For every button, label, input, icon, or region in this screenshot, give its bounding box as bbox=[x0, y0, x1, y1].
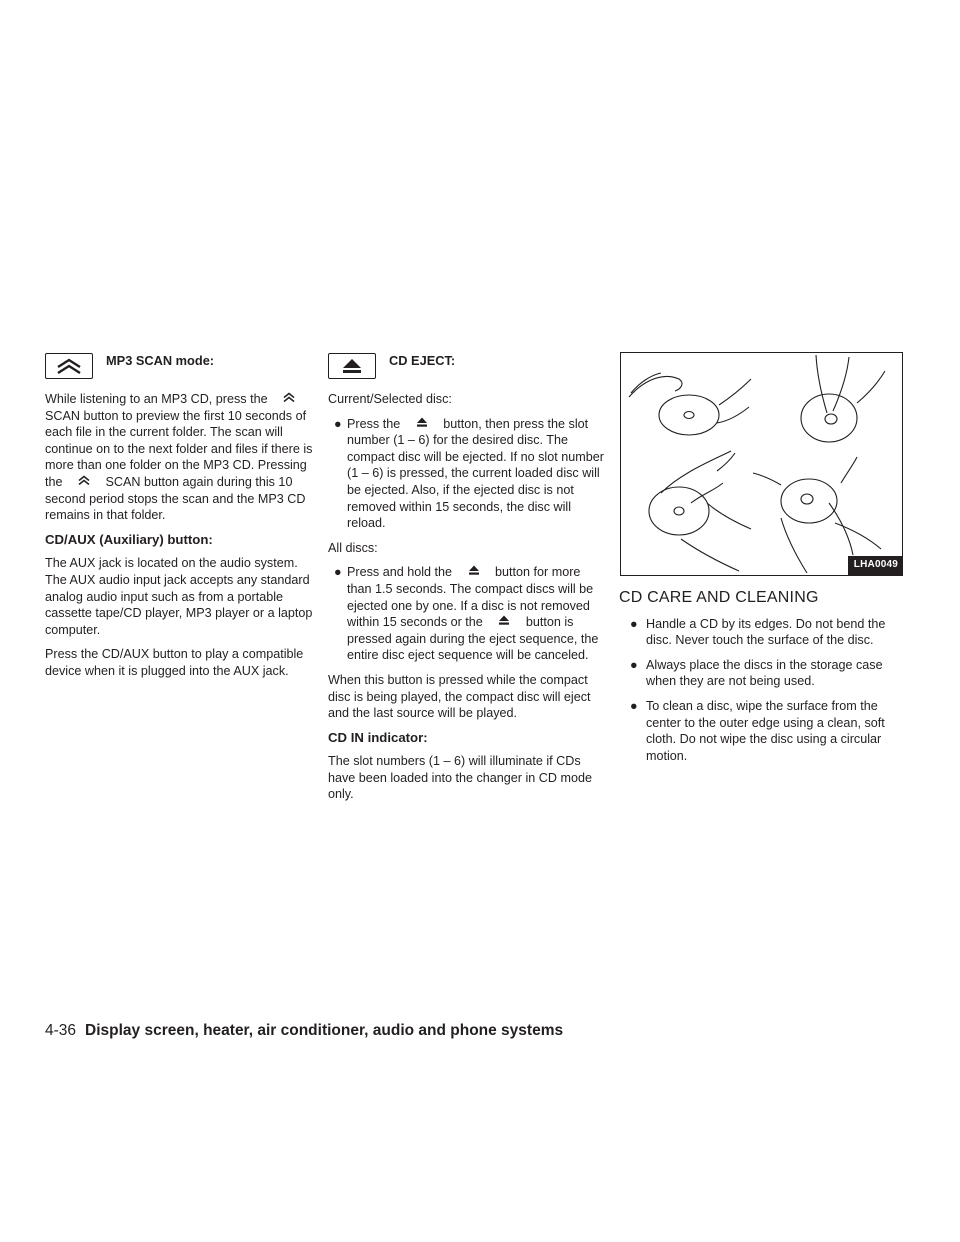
double-chevron-up-icon bbox=[271, 392, 307, 404]
current-bullet-text-a: Press the bbox=[347, 416, 401, 431]
all-discs-list bbox=[328, 564, 604, 664]
eject-icon-box bbox=[328, 353, 376, 379]
care-bullet-text: Always place the discs in the storage case when they are not being used. bbox=[646, 657, 883, 689]
column-middle bbox=[328, 352, 604, 811]
cd-in-paragraph: The slot numbers (1 – 6) will illuminate if CDs have been loaded into the changer in CD mode only. bbox=[328, 754, 592, 802]
list-item bbox=[619, 616, 904, 649]
list-item bbox=[619, 698, 904, 764]
mp3-text-a: While listening to an MP3 CD, press the bbox=[45, 392, 268, 406]
bullet-dot: ● bbox=[334, 416, 342, 431]
all-bullet-text-b: button for more than 1.5 seconds. The compact discs will be ejected one by one. If a disc is not removed within 15 seconds or the bbox=[347, 565, 594, 630]
list-item bbox=[328, 416, 604, 532]
cd-handling-illustration bbox=[620, 352, 903, 576]
bullet-dot: ● bbox=[630, 698, 638, 713]
page-number: 4-36 bbox=[45, 1022, 77, 1039]
cd-in-heading: CD IN indicator: bbox=[328, 729, 428, 745]
column-right bbox=[619, 352, 904, 772]
eject-icon bbox=[486, 615, 522, 627]
page-footer bbox=[45, 1022, 563, 1040]
figure-id-label: LHA0049 bbox=[848, 556, 902, 575]
eject-icon bbox=[341, 358, 363, 374]
mp3-text-c: SCAN button again during this 10 second period stops the scan and the MP3 CD remains in that folder. bbox=[45, 474, 306, 523]
cd-eject-heading: CD EJECT: bbox=[389, 352, 456, 368]
mp3-scan-icon-box bbox=[45, 353, 93, 379]
chapter-title: Display screen, heater, air conditioner, audio and phone systems bbox=[85, 1022, 564, 1039]
mp3-text-b: SCAN button to preview the first 10 seconds of each file in the current folder. The scan will continue on to the next folder and files if there is more than one folder on the MP3 CD. Pressing the bbox=[45, 408, 313, 489]
all-bullet-text-c: button is pressed again during the eject sequence, the entire disc eject sequence will be canceled. bbox=[347, 615, 599, 663]
all-discs-label: All discs: bbox=[328, 540, 378, 555]
cd-care-list bbox=[619, 616, 904, 765]
bullet-dot: ● bbox=[630, 616, 638, 631]
column-left bbox=[45, 352, 321, 688]
cd-hands-illustration bbox=[621, 353, 902, 575]
list-item bbox=[328, 564, 604, 664]
care-bullet-text: Handle a CD by its edges. Do not bend the disc. Never touch the surface of the disc. bbox=[646, 616, 886, 648]
eject-icon bbox=[404, 417, 440, 429]
eject-icon bbox=[456, 565, 492, 577]
aux-paragraph-2: Press the CD/AUX button to play a compatible device when it is plugged into the AUX jack. bbox=[45, 647, 304, 678]
all-bullet-text-a: Press and hold the bbox=[347, 565, 453, 580]
care-bullet-text: To clean a disc, wipe the surface from the center to the outer edge using a clean, soft cloth. Do not wipe the disc using a circular motion. bbox=[646, 698, 885, 763]
current-disc-label: Current/Selected disc: bbox=[328, 392, 452, 406]
mp3-scan-heading: MP3 SCAN mode: bbox=[106, 352, 215, 368]
playing-paragraph: When this button is pressed while the compact disc is being played, the compact disc will eject and the last source will be played. bbox=[328, 672, 591, 721]
list-item bbox=[619, 657, 904, 690]
current-disc-list bbox=[328, 416, 604, 532]
bullet-dot: ● bbox=[630, 657, 638, 672]
double-chevron-up-icon bbox=[56, 358, 82, 374]
mp3-scan-heading-row bbox=[45, 352, 321, 380]
mp3-scan-paragraph bbox=[45, 391, 321, 524]
aux-paragraph-1: The AUX jack is located on the audio system. The AUX audio input jack accepts any standard analog audio input such as from a portable cassette tape/CD player, MP3 player or a laptop computer. bbox=[45, 556, 313, 637]
section-title: CD CARE AND CLEANING bbox=[619, 589, 819, 606]
current-bullet-text-b: button, then press the slot number (1 – 6) for the desired disc. The compact disc will be ejected. If no slot number (1 – 6) is pressed, the current loaded disc will be ejected. Also, if the ejected disc is not removed within 15 seconds, the disc will reload. bbox=[347, 416, 604, 531]
double-chevron-up-icon bbox=[66, 475, 102, 487]
bullet-dot: ● bbox=[334, 565, 342, 580]
cd-eject-heading-row bbox=[328, 352, 604, 380]
aux-heading: CD/AUX (Auxiliary) button: bbox=[45, 531, 213, 547]
